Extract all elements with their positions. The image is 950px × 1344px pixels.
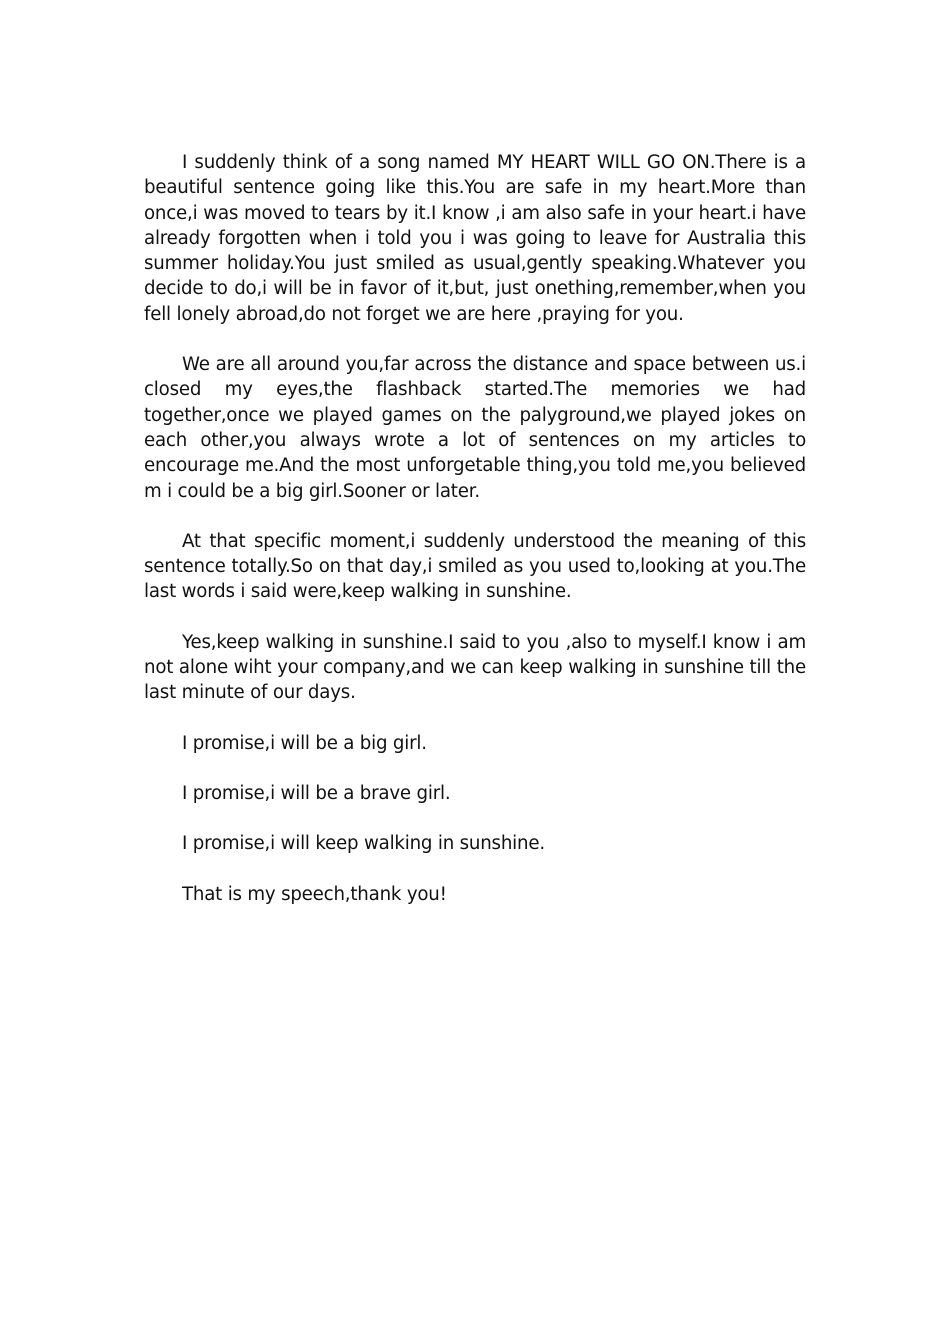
paragraph-4: Yes,keep walking in sunshine.I said to you ,also to myself.I know i am not alone wiht your company,and we can keep walking in sunshine till the last minute of our days.	[144, 631, 806, 704]
paragraph-6: I promise,i will be a brave girl.	[182, 782, 451, 804]
document-body	[144, 150, 806, 932]
paragraph-3: At that specific moment,i suddenly understood the meaning of this sentence totally.So on that day,i smiled as you used to,looking at you.The last words i said were,keep walking in sunshine.	[144, 530, 806, 603]
paragraph-5: I promise,i will be a big girl.	[182, 732, 427, 754]
paragraph-2: We are all around you,far across the distance and space between us.i closed my eyes,the flashback started.The memories we had together,once we played games on the palyground,we played jokes on each other,you always wrote a lot of sentences on my articles to encourage me.And the most unforgetable thing,you told me,you believed m i could be a big girl.Sooner or later.	[144, 354, 806, 502]
paragraph-1: I suddenly think of a song named MY HEART WILL GO ON.There is a beautiful sentence going like this.You are safe in my heart.More than once,i was moved to tears by it.I know ,i am also safe in your heart.i have already forgotten when i told you i was going to leave for Australia this summer holiday.You just smiled as usual,gently speaking.Whatever you decide to do,i will be in favor of it,but, just onething,remember,when you fell lonely abroad,do not forget we are here ,praying for you.	[144, 152, 806, 325]
paragraph-8: That is my speech,thank you!	[182, 883, 447, 905]
paragraph-7: I promise,i will keep walking in sunshine.	[182, 833, 545, 855]
